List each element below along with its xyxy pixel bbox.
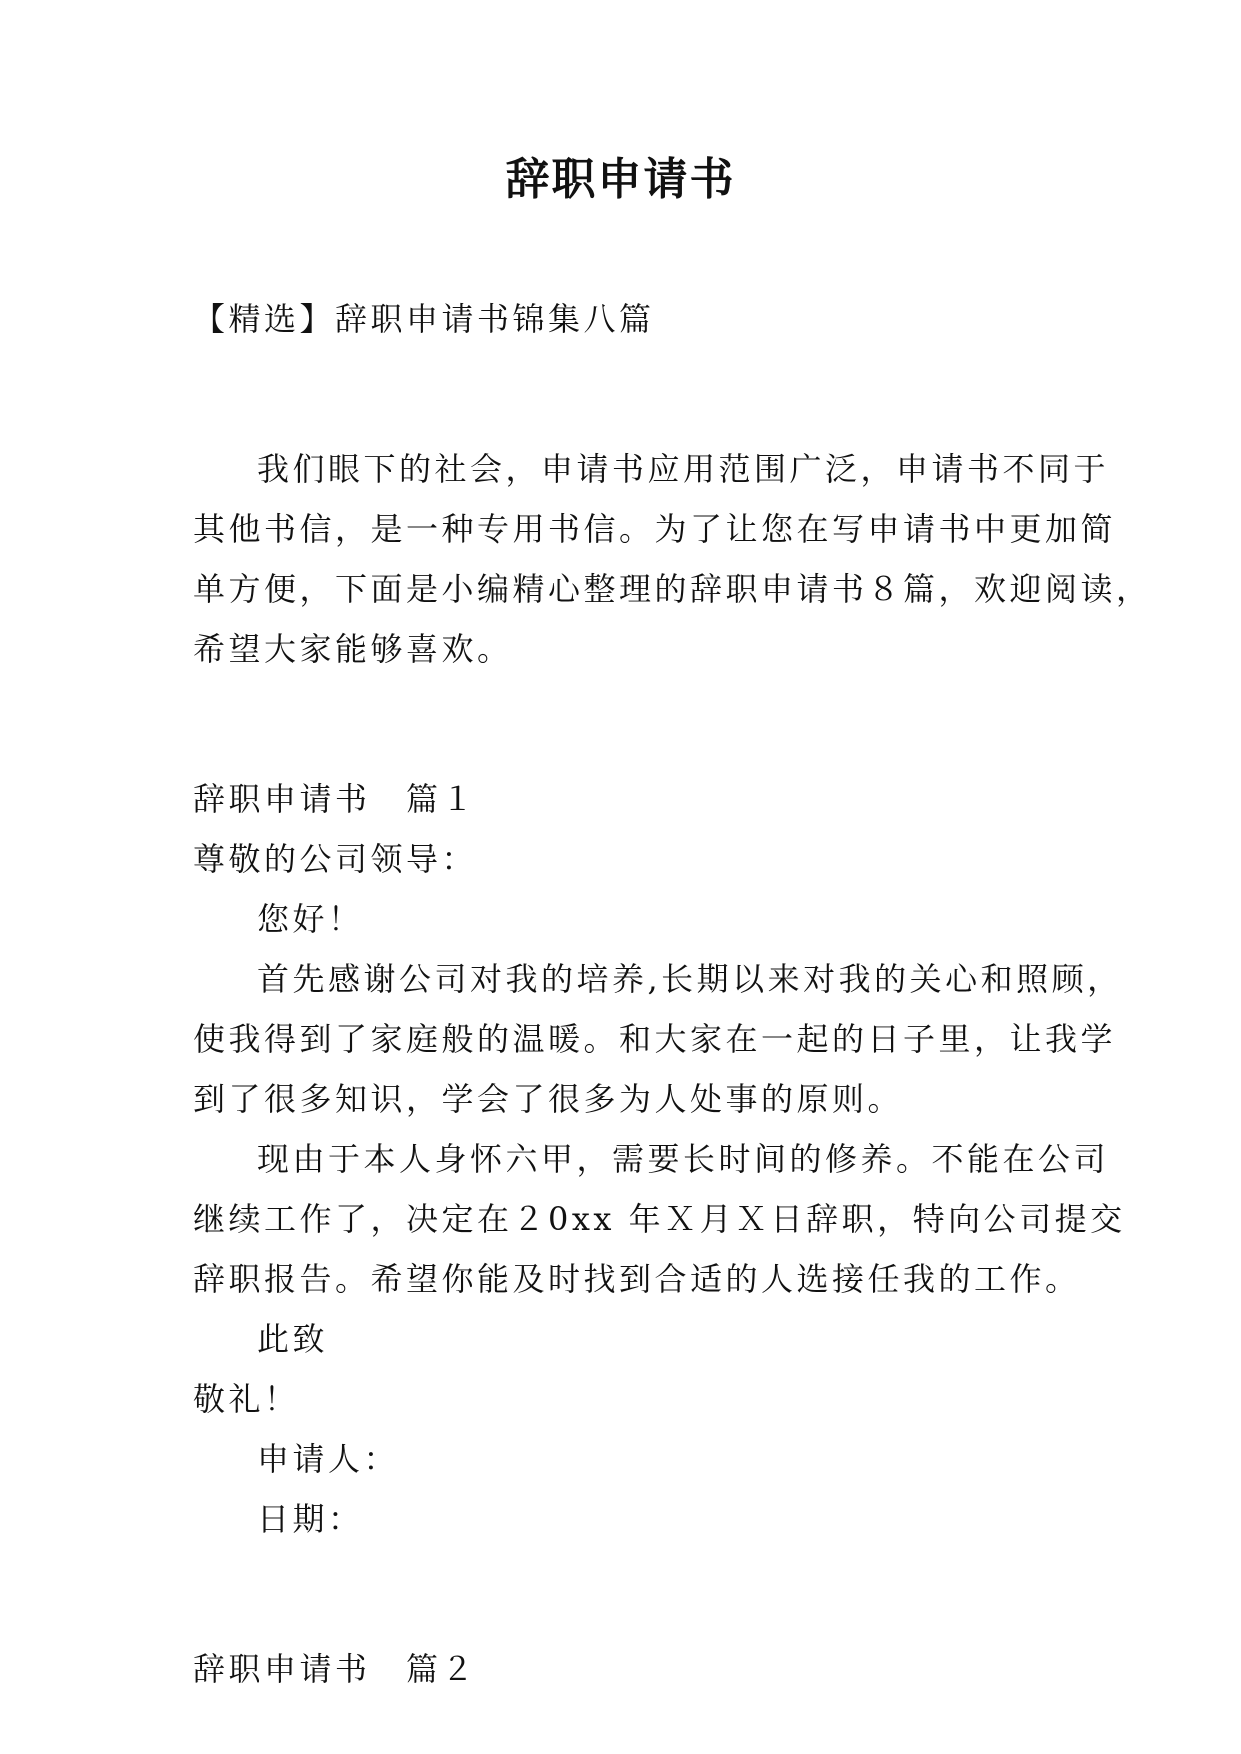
paragraph-line: 使我得到了家庭般的温暖。和大家在一起的日子里，让我学 bbox=[193, 1020, 1117, 1058]
paragraph-line: 到了很多知识，学会了很多为人处事的原则。 bbox=[193, 1080, 904, 1118]
body-paragraph-1 bbox=[193, 949, 1123, 1129]
paragraph-line: 首先感谢公司对我的培养,长期以来对我的关心和照顾， bbox=[257, 960, 1123, 998]
section-2 bbox=[193, 1639, 1053, 1699]
closing-phrase: 此致 bbox=[257, 1320, 329, 1358]
section-1 bbox=[193, 769, 1126, 1549]
intro-line: 我们眼下的社会，申请书应用范围广泛，申请书不同于 bbox=[257, 450, 1110, 488]
document-title: 辞职申请书 bbox=[505, 154, 736, 205]
paragraph-line: 继续工作了，决定在２0xx 年Ｘ月Ｘ日辞职，特向公司提交 bbox=[193, 1200, 1126, 1238]
body-paragraph-2 bbox=[193, 1129, 1126, 1309]
date-label: 日期： bbox=[257, 1500, 364, 1538]
intro-line: 单方便，下面是小编精心整理的辞职申请书８篇，欢迎阅读， bbox=[193, 570, 1152, 608]
intro-line: 其他书信，是一种专用书信。为了让您在写申请书中更加简 bbox=[193, 510, 1117, 548]
paragraph-line: 辞职报告。希望你能及时找到合适的人选接任我的工作。 bbox=[193, 1260, 1081, 1298]
subtitle: 【精选】辞职申请书锦集八篇 bbox=[193, 300, 655, 338]
intro-line: 希望大家能够喜欢。 bbox=[193, 630, 513, 668]
closing-salute: 敬礼！ bbox=[193, 1380, 300, 1418]
document-body bbox=[193, 289, 1152, 1699]
greeting: 您好！ bbox=[257, 900, 364, 938]
applicant-label: 申请人： bbox=[257, 1440, 400, 1478]
paragraph-line: 现由于本人身怀六甲，需要长时间的修养。不能在公司 bbox=[257, 1140, 1110, 1178]
salutation: 尊敬的公司领导： bbox=[193, 840, 478, 878]
section-heading: 辞职申请书 篇２ bbox=[193, 1650, 478, 1688]
section-heading: 辞职申请书 篇１ bbox=[193, 780, 478, 818]
intro-paragraph bbox=[193, 439, 1152, 679]
